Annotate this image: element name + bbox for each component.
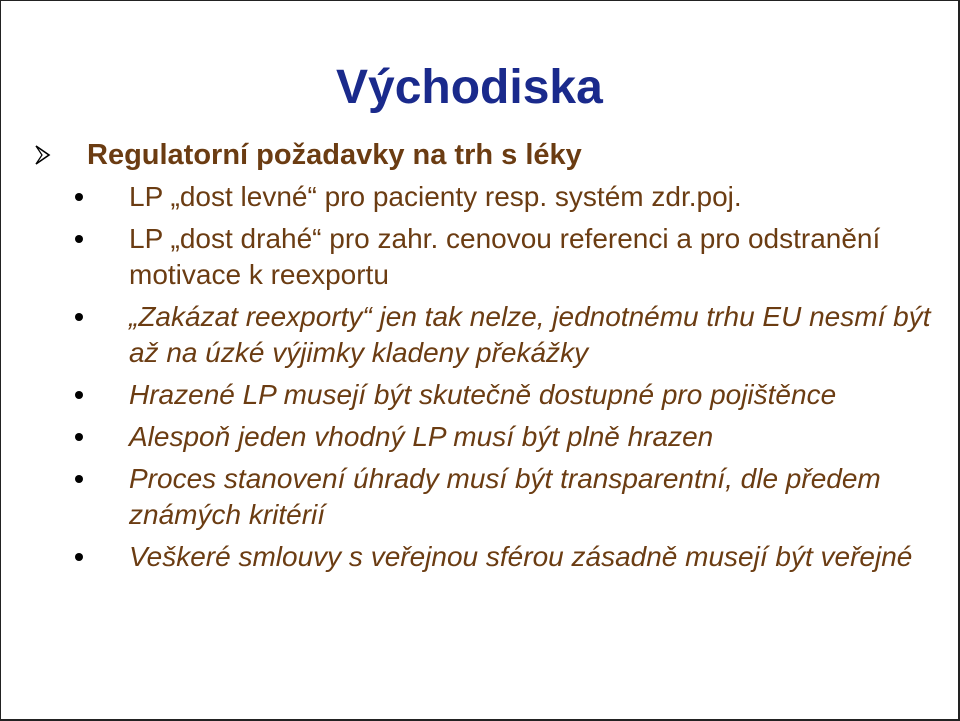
bullet-list (75, 179, 935, 581)
section-heading: Regulatorní požadavky na trh s léky (87, 139, 582, 171)
slide-title: Východiska (336, 61, 603, 114)
arrow-bullet-icon (31, 140, 55, 170)
list-item (75, 539, 935, 575)
bullet-dot-icon (75, 391, 83, 399)
section-heading-row (31, 137, 582, 173)
list-item-text: Alespoň jeden vhodný LP musí být plně hrazen (129, 421, 714, 452)
list-item-text: „Zakázat reexporty“ jen tak nelze, jednotnému trhu EU nesmí být až na úzké výjimky kladeny překážky (129, 301, 931, 368)
bullet-dot-icon (75, 193, 83, 201)
list-item (75, 377, 935, 413)
list-item-text: LP „dost levné“ pro pacienty resp. systém zdr.poj. (129, 181, 742, 212)
list-item (75, 179, 935, 215)
bullet-dot-icon (75, 475, 83, 483)
list-item (75, 461, 935, 533)
list-item (75, 299, 935, 371)
bullet-dot-icon (75, 235, 83, 243)
list-item-text: LP „dost drahé“ pro zahr. cenovou referenci a pro odstranění motivace k reexportu (129, 223, 881, 290)
bullet-dot-icon (75, 433, 83, 441)
list-item (75, 419, 935, 455)
bullet-dot-icon (75, 313, 83, 321)
list-item (75, 221, 935, 293)
list-item-text: Veškeré smlouvy s veřejnou sférou zásadně musejí být veřejné (129, 541, 913, 572)
list-item-text: Hrazené LP musejí být skutečně dostupné pro pojištěnce (129, 379, 837, 410)
bullet-dot-icon (75, 553, 83, 561)
list-item-text: Proces stanovení úhrady musí být transparentní, dle předem známých kritérií (129, 463, 881, 530)
